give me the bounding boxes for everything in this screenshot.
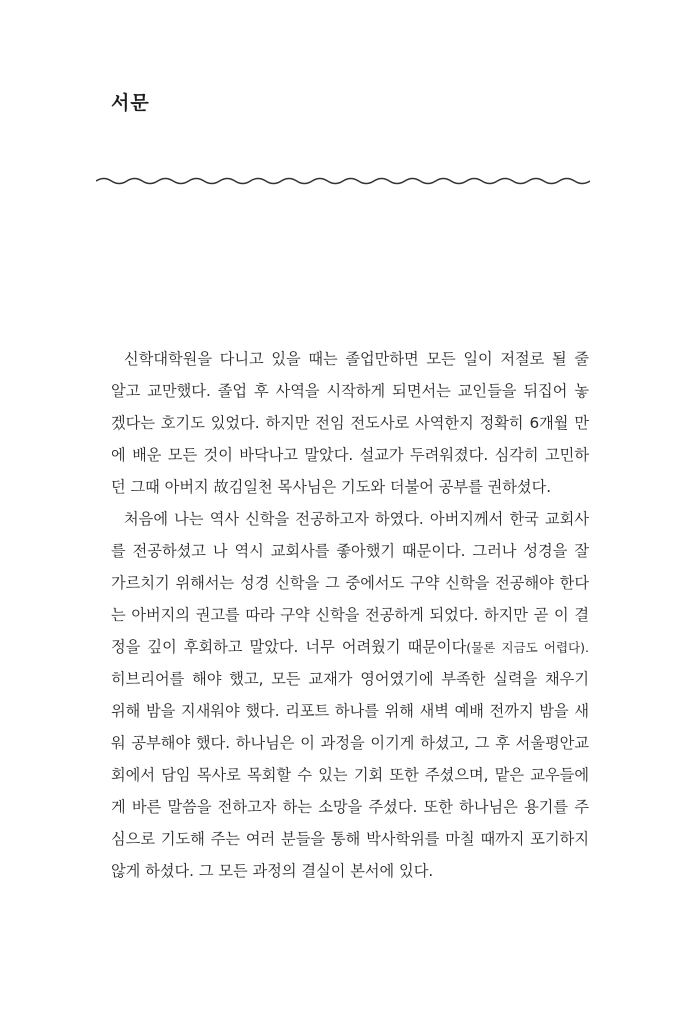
paragraph-line: 에 배운 모든 것이 바닥나고 말았다. 설교가 두려워졌다. 심각히 고민하	[111, 446, 589, 464]
paragraph-line: 알고 교만했다. 졸업 후 사역을 시작하게 되면서는 교인들을 뒤집어 놓	[111, 382, 589, 400]
aside-note: (물론 지금도 어렵다).	[466, 640, 589, 655]
paragraph-line: 는 아버지의 권고를 따라 구약 신학을 전공하게 되었다. 하지만 곧 이 결	[111, 606, 589, 624]
paragraph-line: 겠다는 호기도 있었다. 하지만 전임 전도사로 사역한지 정확히 6개월 만	[111, 414, 589, 432]
paragraph-line: 않게 하셨다. 그 모든 과정의 결실이 본서에 있다.	[111, 862, 434, 880]
paragraph-line: 히브리어를 해야 했고, 모든 교재가 영어였기에 부족한 실력을 채우기	[111, 670, 589, 688]
paragraph-line: 던 그때 아버지 故김일천 목사님은 기도와 더불어 공부를 권하셨다.	[111, 478, 552, 496]
paragraph-line: 처음에 나는 역사 신학을 전공하고자 하였다. 아버지께서 한국 교회사	[124, 510, 589, 528]
wave-divider-icon	[96, 172, 590, 190]
paragraph-line: 회에서 담임 목사로 목회할 수 있는 기회 또한 주셨으며, 맡은 교우들에	[111, 766, 589, 784]
paragraph-line: 위해 밤을 지새워야 했다. 리포트 하나를 위해 새벽 예배 전까지 밤을 새	[111, 702, 589, 720]
paragraph-line: 가르치기 위해서는 성경 신학을 그 중에서도 구약 신학을 전공해야 한다	[111, 574, 589, 592]
paragraph-line: 신학대학원을 다니고 있을 때는 졸업만하면 모든 일이 저절로 될 줄	[124, 350, 589, 368]
paragraph-line: 를 전공하셨고 나 역시 교회사를 좋아했기 때문이다. 그러나 성경을 잘	[111, 542, 589, 560]
paragraph-line: 게 바른 말씀을 전하고자 하는 소망을 주셨다. 또한 하나님은 용기를 주	[111, 798, 589, 816]
paragraph-line-text: 정을 깊이 후회하고 말았다. 너무 어려웠기 때문이다	[111, 638, 467, 656]
body-text	[111, 343, 589, 887]
paragraph-line: 워 공부해야 했다. 하나님은 이 과정을 이기게 하셨고, 그 후 서울평안교	[111, 734, 589, 752]
paragraph-line: 심으로 기도해 주는 여러 분들을 통해 박사학위를 마칠 때까지 포기하지	[111, 830, 589, 848]
page-title: 서문	[111, 92, 150, 114]
paragraph-line-with-aside	[111, 631, 589, 663]
